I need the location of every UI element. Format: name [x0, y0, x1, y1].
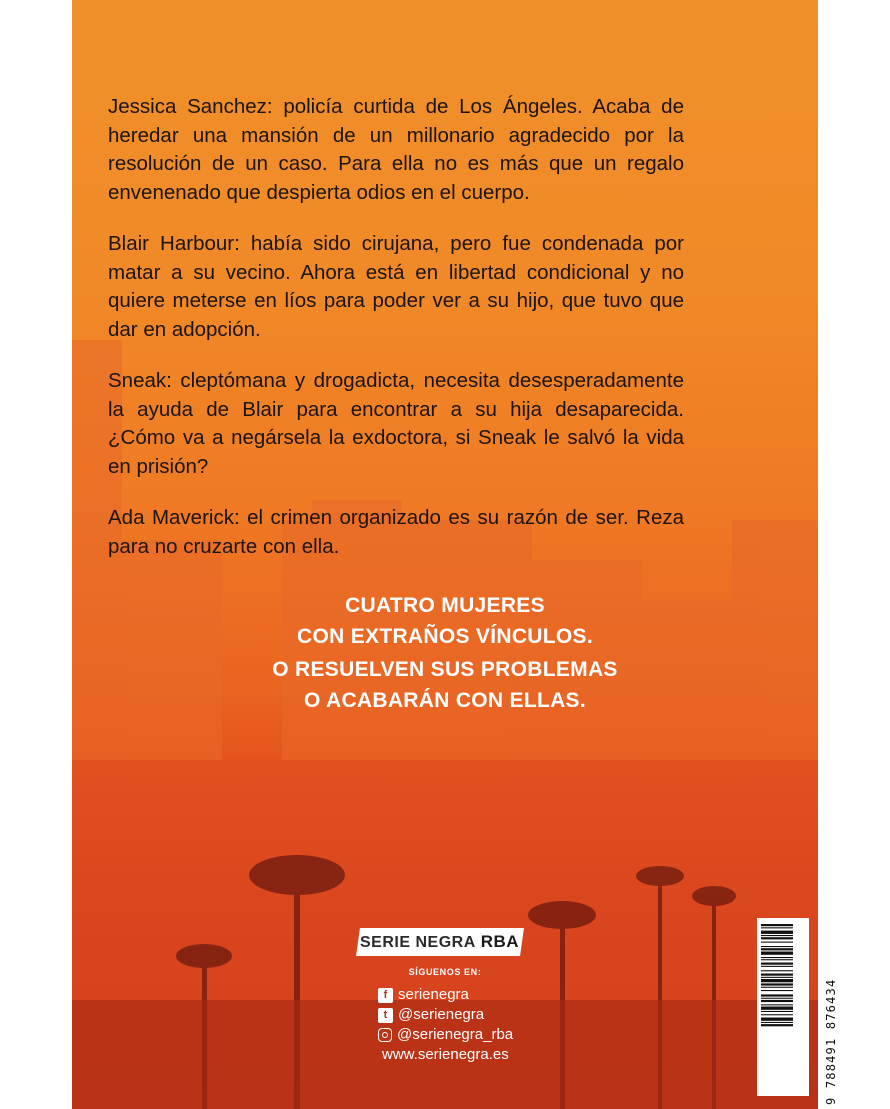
logo-series: SERIE NEGRA: [360, 934, 477, 951]
tagline-line: O RESUELVEN SUS PROBLEMAS: [272, 658, 618, 681]
barcode-bar: [761, 1000, 793, 1002]
isbn-digits: 9 788491 876434: [824, 978, 838, 1105]
facebook-icon: f: [378, 988, 393, 1003]
barcode-bar: [761, 942, 793, 943]
logo-publisher: RBA: [481, 932, 520, 951]
barcode-bar: [761, 1007, 793, 1010]
facebook-text: serienegra: [398, 986, 469, 1003]
barcode-bar: [761, 1022, 793, 1023]
blurb-paragraph: Jessica Sanchez: policía curtida de Los Ángeles. Acaba de heredar una mansión de un millonario agradecido por la resolución de un caso. Para ella no es más que un regalo envenenado que despierta odios en el cuerpo.: [108, 95, 684, 204]
back-cover-blurb: [108, 93, 684, 584]
serie-negra-logo: [356, 928, 524, 956]
barcode-bar: [761, 946, 793, 947]
barcode-bar: [761, 983, 793, 985]
barcode-bar: [761, 963, 793, 965]
barcode-bars: [757, 918, 809, 1096]
blurb-paragraph: Ada Maverick: el crimen organizado es su razón de ser. Reza para no cruzarte con ella.: [108, 506, 684, 558]
barcode-bar: [761, 1011, 793, 1012]
barcode-bar: [761, 931, 793, 934]
barcode-bar: [761, 970, 793, 971]
twitter-text: @serienegra: [398, 1006, 485, 1023]
barcode-bar: [761, 927, 793, 928]
barcode-bar: [761, 924, 793, 926]
blurb-paragraph: Blair Harbour: había sido cirujana, pero fue condenada por matar a su vecino. Ahora está en libertad condicional y no quiere meterse en líos para poder ver a su hijo, que tuvo que dar en adopción.: [108, 232, 684, 341]
barcode-bar: [761, 935, 793, 936]
website-link[interactable]: www.serienegra.es: [382, 1046, 509, 1063]
follow-label: SÍGUENOS EN:: [408, 967, 482, 977]
barcode-bar: [761, 994, 793, 996]
instagram-icon: [378, 1028, 392, 1042]
tagline-first: [72, 590, 818, 652]
isbn-barcode: [757, 918, 809, 1096]
barcode-bar: [761, 979, 793, 982]
barcode-bar: [761, 957, 793, 958]
tagline-line: CUATRO MUJERES: [345, 594, 545, 617]
twitter-handle[interactable]: [378, 1006, 484, 1024]
blurb-paragraph: Sneak: cleptómana y drogadicta, necesita desesperadamente la ayuda de Blair para encontrar a su hija desaparecida. ¿Cómo va a negársela la exdoctora, si Sneak le salvó la vida en prisión?: [108, 369, 684, 478]
facebook-handle[interactable]: [378, 986, 469, 1004]
barcode-bar: [761, 959, 793, 960]
tagline-line: CON EXTRAÑOS VÍNCULOS.: [297, 625, 593, 648]
tagline-line: O ACABARÁN CON ELLAS.: [303, 689, 587, 712]
barcode-bar: [761, 990, 793, 991]
barcode-bar: [761, 977, 793, 978]
barcode-bar: [761, 1024, 793, 1026]
barcode-bar: [761, 948, 793, 950]
instagram-handle[interactable]: [378, 1026, 513, 1044]
twitter-icon: t: [378, 1008, 393, 1023]
barcode-bar: [761, 987, 793, 988]
barcode-bar: [761, 952, 793, 955]
barcode-bar: [761, 966, 793, 967]
logo-text: [360, 932, 519, 952]
barcode-bar: [761, 1018, 793, 1021]
tagline-second: [72, 654, 818, 716]
barcode-bar: [761, 937, 793, 939]
barcode-bar: [761, 1004, 793, 1005]
instagram-text: @serienegra_rba: [397, 1026, 514, 1043]
barcode-bar: [761, 998, 793, 999]
barcode-bar: [761, 1014, 793, 1015]
barcode-bar: [761, 974, 793, 976]
